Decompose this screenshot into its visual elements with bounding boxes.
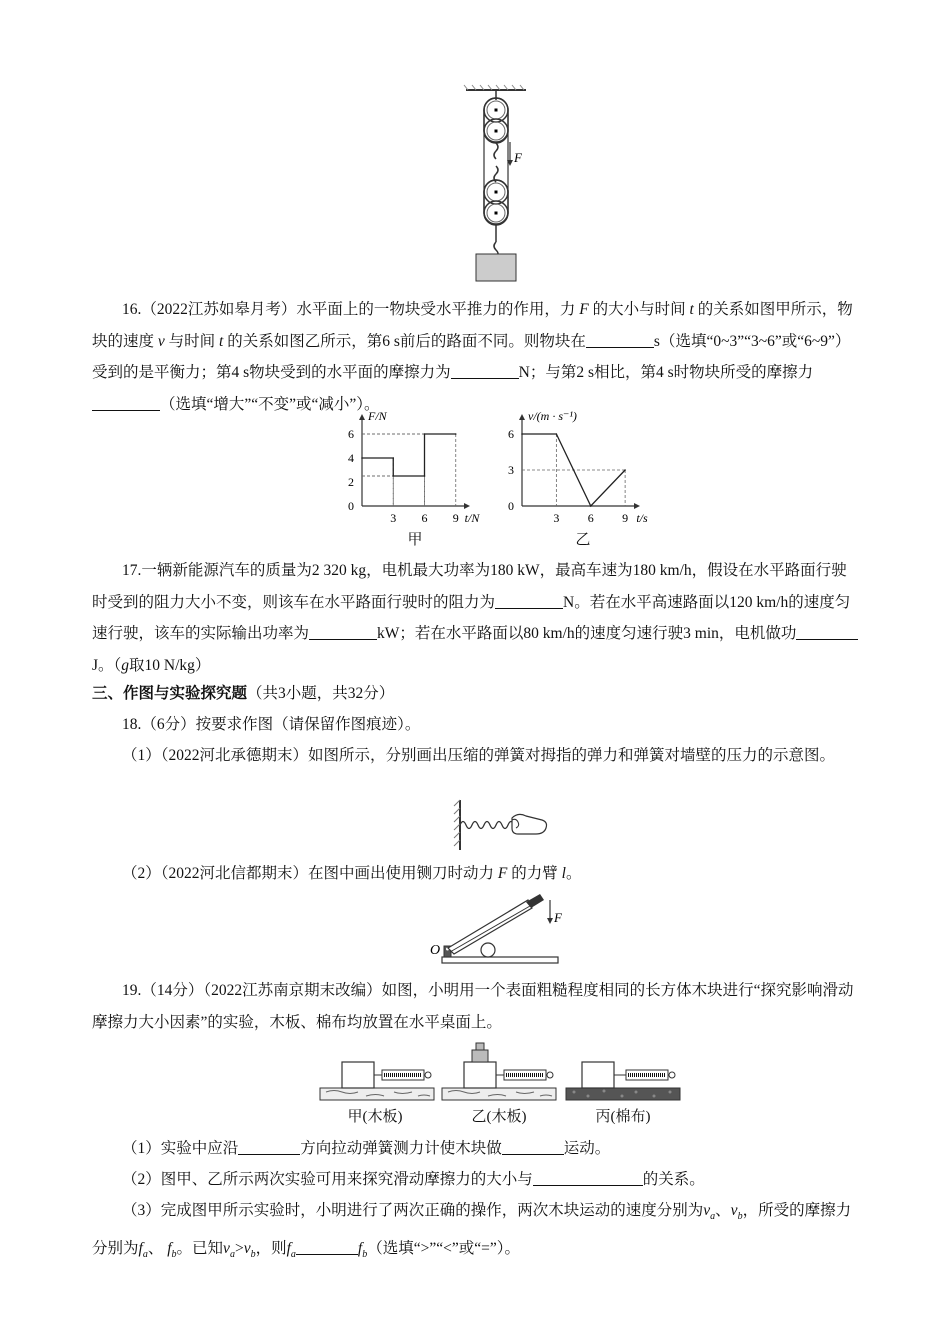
question-text: （3）完成图甲所示实验时，小明进行了两次正确的操作，两次木块运动的速度分别为 <box>122 1202 704 1219</box>
y-axis-label: F/N <box>368 410 387 423</box>
section-title: 三、作图与实验探究题 <box>92 685 248 702</box>
question-text: 的大小与时间 <box>592 301 686 318</box>
question-text: ，则 <box>255 1239 287 1257</box>
origin-label: 0 <box>508 499 514 513</box>
symbol-l: l <box>561 865 566 882</box>
section-note: （共3小题，共32分） <box>247 685 395 702</box>
question-text: 。 <box>565 865 582 882</box>
x-tick-label: 3 <box>553 511 560 525</box>
question-text: 取10 N/kg） <box>129 656 211 674</box>
data-point <box>424 433 426 435</box>
answer-blank[interactable] <box>533 1170 643 1187</box>
symbol-g: g <box>121 656 130 674</box>
data-point <box>361 457 363 459</box>
question-text: J。（ <box>92 656 122 674</box>
question-text: 运动。 <box>563 1140 611 1157</box>
x-axis-label: t/s <box>636 511 648 525</box>
x-tick-label: 6 <box>587 511 594 525</box>
question-text: 的关系如图乙所示，第6 s前后的路面不同。则物块在 <box>227 332 586 350</box>
question-text: s（选填“0~3”“3~6”或“6~9”）受到的是平衡力；第4 s物块受到的水平面的摩擦力为 <box>92 332 851 381</box>
y-axis-arrow <box>359 414 365 420</box>
experiment-caption-bing: 丙(棉布) <box>595 1109 651 1125</box>
y-tick-label: 6 <box>508 427 514 441</box>
question-text: 18.（6分）按要求作图（请保留作图痕迹）。 <box>122 716 421 733</box>
answer-blank[interactable] <box>495 592 563 609</box>
question-text: 一辆新能源汽车的质量为2 320 kg，电机最大功率为180 kW，最高车速为180 km/h，假设在水平路面行驶时受到的阻力大小不变，则该车在水平路面行驶时的阻力为 <box>92 562 847 611</box>
pulley-system-figure <box>460 84 540 284</box>
x-tick-label: 9 <box>452 511 459 525</box>
question-source: （2022江苏如皋月考） <box>141 301 297 318</box>
data-point <box>624 469 626 471</box>
question-text: 与时间 <box>168 332 216 350</box>
experiment-caption-jia: 甲(木板) <box>347 1109 403 1125</box>
symbol-F: F <box>497 865 508 882</box>
y-tick-label: 3 <box>508 463 514 477</box>
question-text: N。若在水平高速路面以120 km/h的速度匀速行驶，该车的实际输出功率为 <box>92 593 851 642</box>
experiment-caption-yi: 乙(木板) <box>471 1109 527 1125</box>
question-text: 。已知 <box>176 1239 224 1257</box>
y-axis-arrow <box>519 414 525 420</box>
answer-blank[interactable] <box>92 394 160 411</box>
question-text: （1）实验中应沿 <box>122 1140 239 1157</box>
question-number: 16. <box>122 301 142 318</box>
question-text: （1）（2022河北承德期末）如图所示，分别画出压缩的弹簧对拇指的弹力和弹簧对墙壁的压力的示意图。 <box>122 747 836 764</box>
symbol-F: F <box>579 301 589 318</box>
guillotine-cutter-figure <box>428 890 564 970</box>
question-text: kW；若在水平路面以80 km/h的速度匀速行驶3 min，电机做功 <box>377 625 797 642</box>
question-19-part3: （3）完成图甲所示实验时，小明进行了两次正确的操作，两次木块运动的速度分别为$v_a$、$v_b$，所受的摩擦力分别为$f_a$、 $f_b$。已知$v_a>v_b$，则$f_a$ $f_b$（选填“>”“<”或“=”）。 <box>92 1202 852 1260</box>
chart-caption-jia: 甲 <box>407 532 423 548</box>
x-axis-arrow <box>634 503 640 509</box>
question-17 <box>92 555 862 681</box>
x-tick-label: 3 <box>390 511 397 525</box>
x-tick-label: 6 <box>421 511 428 525</box>
x-axis-arrow <box>464 503 470 509</box>
data-point <box>556 433 558 435</box>
question-text: 的力臂 <box>511 865 558 882</box>
question-18-part1 <box>92 740 862 772</box>
answer-blank[interactable] <box>796 624 858 641</box>
data-point <box>424 475 426 477</box>
question-19-part1 <box>92 1133 862 1165</box>
cutter-force-label: F <box>554 910 562 925</box>
question-19-head <box>92 975 862 1038</box>
question-text: 的关系。 <box>642 1171 705 1188</box>
question-text: ，所受的摩擦力分别为 <box>92 1202 852 1257</box>
answer-blank[interactable] <box>296 1238 358 1255</box>
question-number: 17. <box>122 562 142 579</box>
x-tick-label: 9 <box>622 511 629 525</box>
question-16 <box>92 294 862 420</box>
experiment-yi-figure <box>440 1040 558 1102</box>
force-time-chart <box>340 410 480 530</box>
question-text: （2）（2022河北信都期末）在图中画出使用铡刀时动力 <box>122 865 495 882</box>
question-text: N；与第2 s相比，第4 s时物块所受的摩擦力 <box>518 364 814 381</box>
data-point <box>590 505 592 507</box>
data-point <box>521 433 523 435</box>
answer-blank[interactable] <box>309 624 377 641</box>
data-point <box>455 433 457 435</box>
question-text: （选填“增大”“不变”或“减小”）。 <box>160 395 380 413</box>
answer-blank[interactable] <box>502 1139 564 1156</box>
experiment-jia-figure <box>318 1058 436 1102</box>
data-point <box>392 457 394 459</box>
question-text: （选填“>”“<”或“=”）。 <box>367 1239 520 1257</box>
y-tick-label: 6 <box>348 427 354 441</box>
y-tick-label: 4 <box>348 451 354 465</box>
symbol-t: t <box>219 332 224 350</box>
symbol-v: v <box>157 332 165 350</box>
series-line <box>362 434 456 476</box>
section-heading <box>92 678 862 710</box>
y-axis-label: v/(m · s⁻¹) <box>528 410 577 423</box>
chart-caption-yi: 乙 <box>575 532 591 548</box>
question-19-part2 <box>92 1164 862 1196</box>
x-axis-label: t/N <box>464 511 480 525</box>
experiment-bing-figure <box>564 1058 682 1102</box>
question-text: （2）图甲、乙所示两次实验可用来探究滑动摩擦力的大小与 <box>122 1171 533 1188</box>
answer-blank[interactable] <box>586 331 654 348</box>
answer-blank[interactable] <box>238 1139 300 1156</box>
spring-wall-figure <box>452 798 552 852</box>
question-text: 水平面上的一物块受水平推力的作用，力 <box>296 301 576 318</box>
question-text: 的关系如图甲所示，物块的速度 <box>92 301 853 350</box>
y-tick-label: 2 <box>348 475 354 489</box>
question-18-head <box>92 709 862 741</box>
data-point <box>392 475 394 477</box>
pivot-label-O: O <box>430 943 441 958</box>
velocity-time-chart <box>500 410 660 530</box>
question-18-part2 <box>92 858 862 890</box>
origin-label: 0 <box>348 499 354 513</box>
question-text: 方向拉动弹簧测力计使木块做 <box>300 1140 502 1157</box>
symbol-t: t <box>689 301 694 318</box>
question-text: 19.（14分）（2022江苏南京期末改编）如图，小明用一个表面粗糙程度相同的长方体木块进行“探究影响滑动摩擦力大小因素”的实验，木板、棉布均放置在水平桌面上。 <box>92 982 854 1031</box>
pulley-force-label: F <box>514 150 522 165</box>
answer-blank[interactable] <box>451 363 519 380</box>
